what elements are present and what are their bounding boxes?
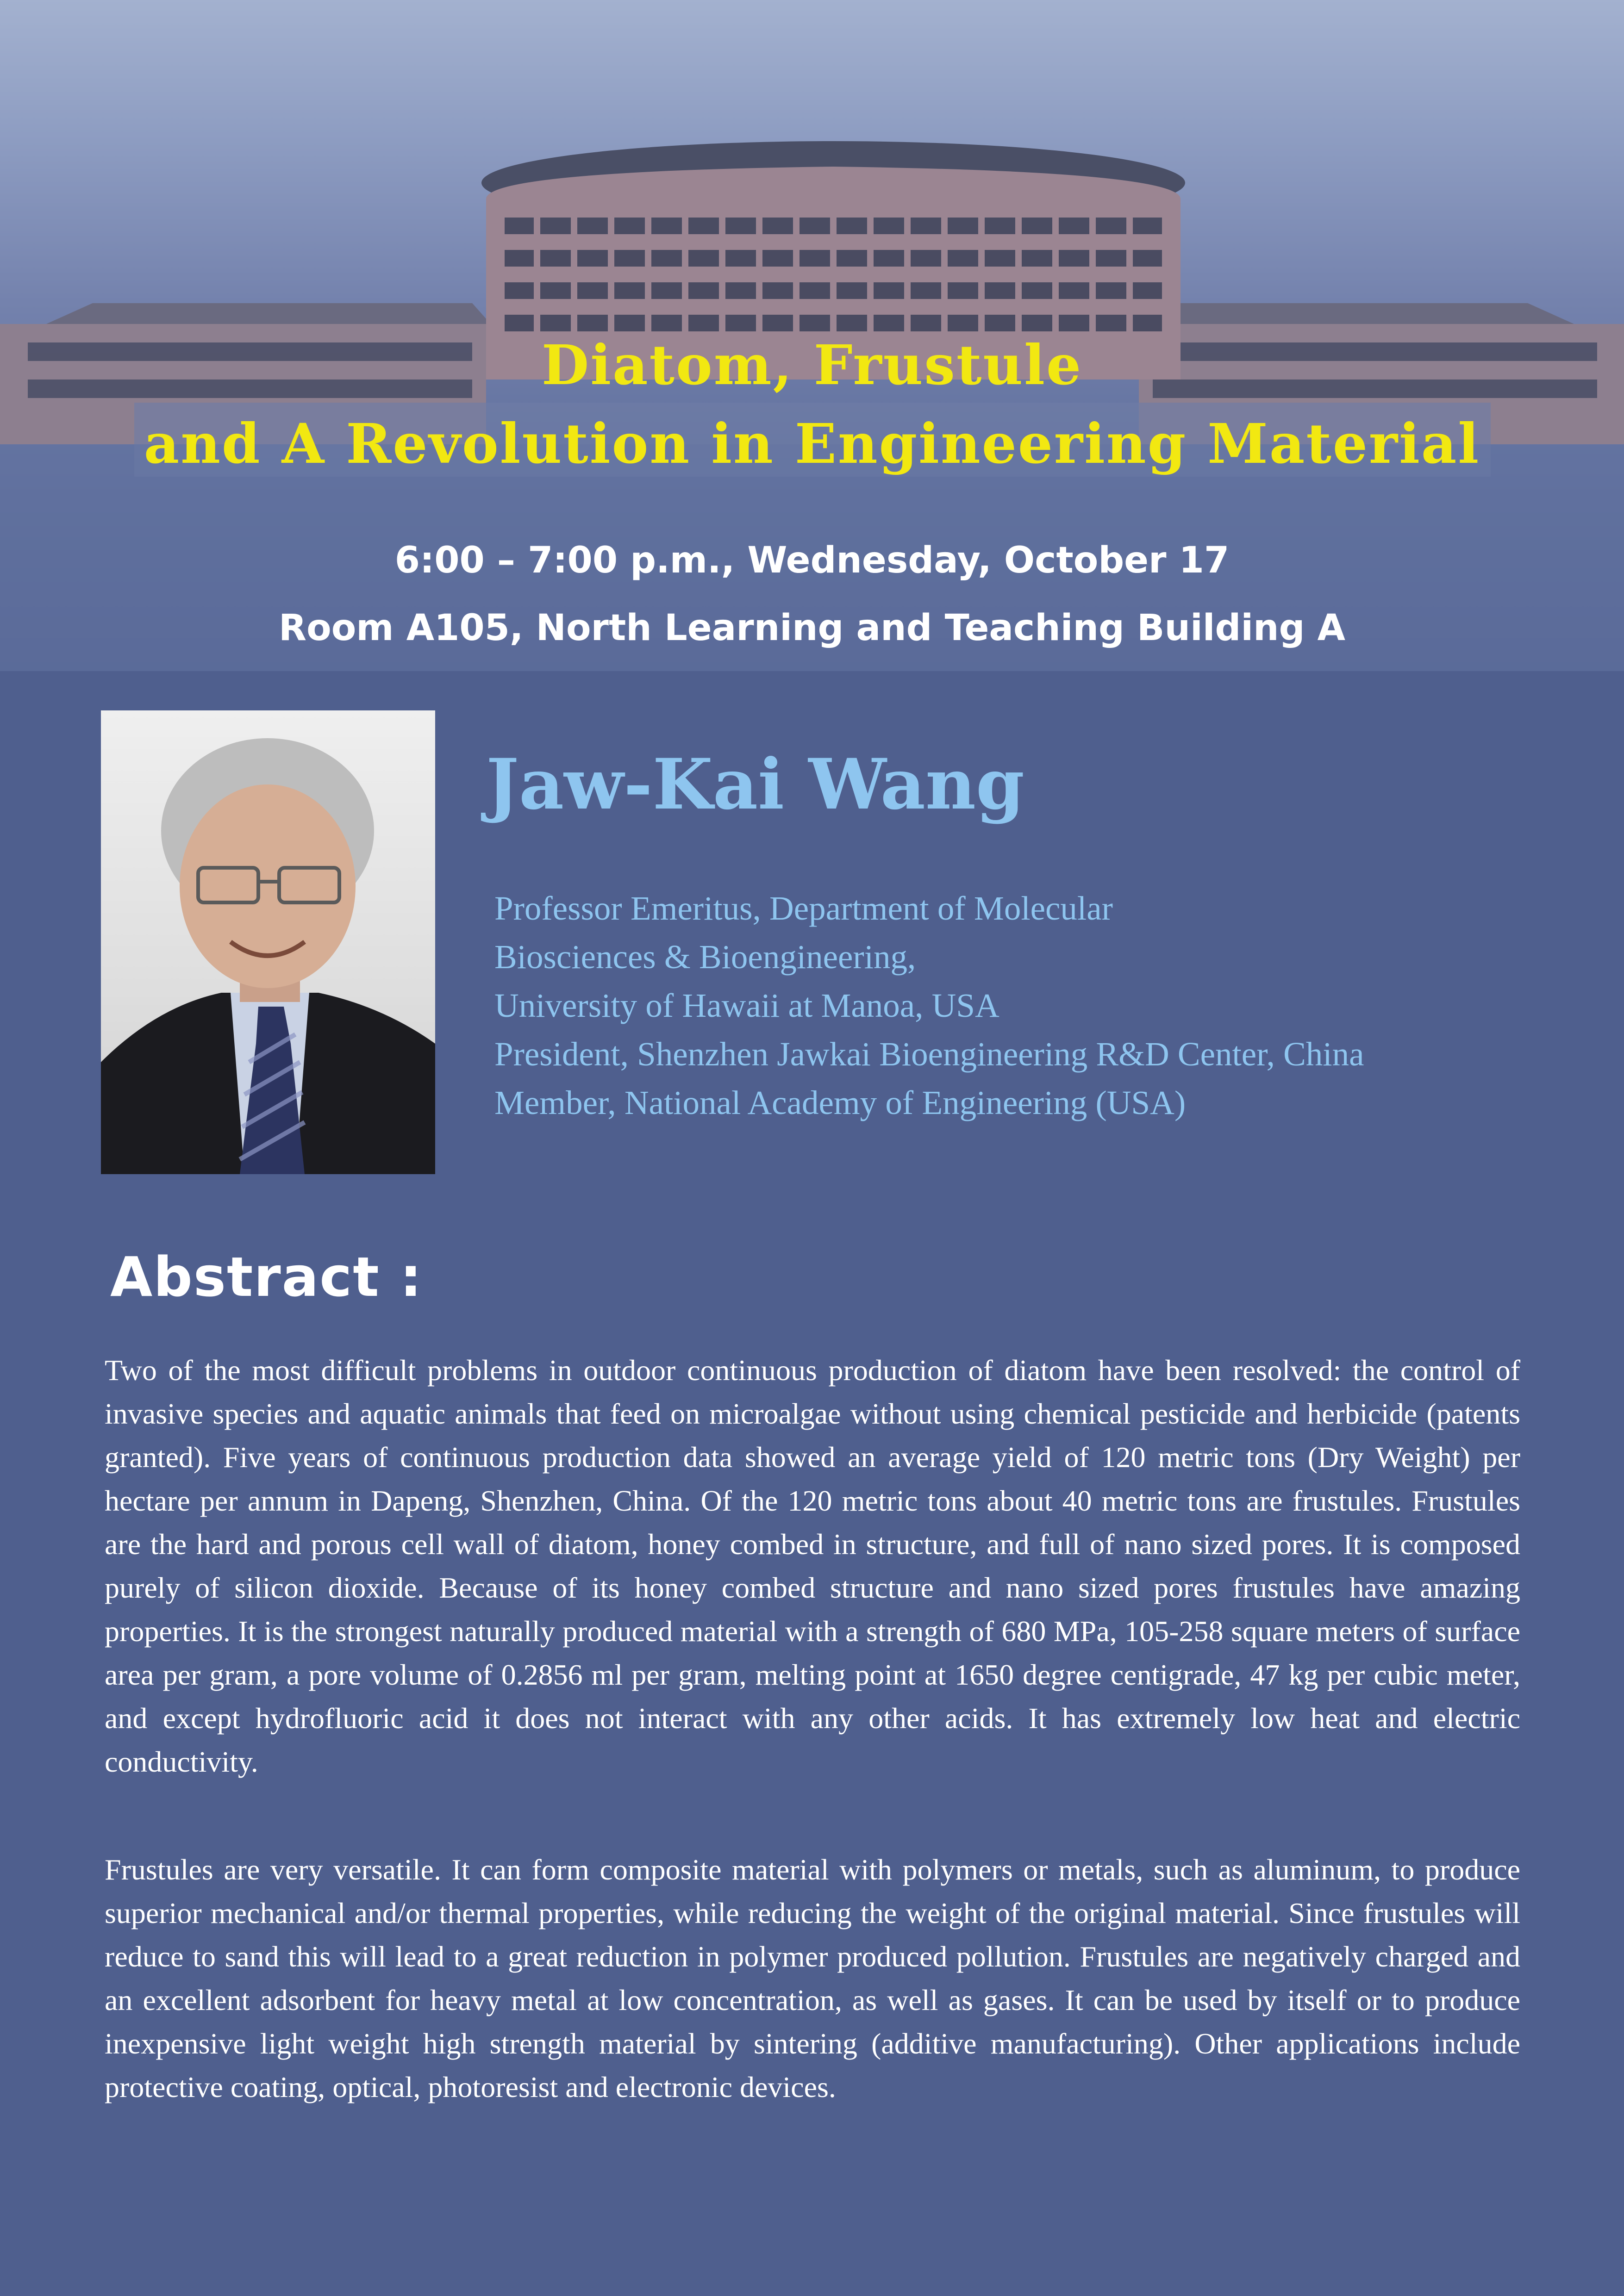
- abstract-paragraph-2: Frustules are very versatile. It can form composite material with polymers or metals, such as aluminum, to produce superior mechanical and/or thermal properties, while reducing the weight of the original material. Since frustules will reduce to sand this will lead to a great reduction in polymer produced pollution. Frustules are negatively charged and an excellent adsorbent for heavy metal at low concentration, as well as gases. It can be used by itself or to produce inexpensive light weight high strength material by sintering (additive manufacturing). Other applications include protective coating, optical, photoresist and electronic devices.: [105, 1853, 1520, 2103]
- event-time: 6:00 – 7:00 p.m., Wednesday, October 17: [394, 540, 1230, 581]
- affiliation-line: Professor Emeritus, Department of Molecular: [494, 890, 1113, 927]
- affiliation-line: University of Hawaii at Manoa, USA: [494, 987, 999, 1024]
- talk-title-line-2: and A Revolution in Engineering Material: [144, 411, 1480, 476]
- abstract-heading: Abstract :: [110, 1245, 423, 1309]
- affiliation-line: Member, National Academy of Engineering (USA): [494, 1084, 1186, 1121]
- event-location: Room A105, North Learning and Teaching Building A: [279, 607, 1345, 649]
- affiliation-line: Biosciences & Bioengineering,: [494, 938, 916, 976]
- speaker-photo: [101, 710, 435, 1174]
- speaker-name: Jaw-Kai Wang: [486, 744, 1024, 825]
- affiliation-line: President, Shenzhen Jawkai Bioengineering R&D Center, China: [494, 1035, 1364, 1073]
- speaker-affiliations: [494, 884, 1364, 1127]
- speaker-portrait-image: [101, 710, 435, 1174]
- talk-title-line-1: Diatom, Frustule: [541, 333, 1083, 397]
- abstract-paragraph-1: Two of the most difficult problems in outdoor continuous production of diatom have been resolved: the control of invasive species and aquatic animals that feed on microalgae without using chemical pesticide and herbicide (patents granted). Five years of continuous production data showed an average yield of 120 metric tons (Dry Weight) per hectare per annum in Dapeng, Shenzhen, China. Of the 120 metric tons about 40 metric tons are frustules. Frustules are the hard and porous cell wall of diatom, honey combed in structure, and full of nano sized pores. It is composed purely of silicon dioxide. Because of its honey combed structure and nano sized pores frustules have amazing properties. It is the strongest naturally produced material with a strength of 680 MPa, 105-258 square meters of surface area per gram, a pore volume of 0.2856 ml per gram, melting point at 1650 degree centigrade, 47 kg per cubic meter, and except hydrofluoric acid it does not interact with any other acids. It has extremely low heat and electric conductivity.: [105, 1354, 1520, 1778]
